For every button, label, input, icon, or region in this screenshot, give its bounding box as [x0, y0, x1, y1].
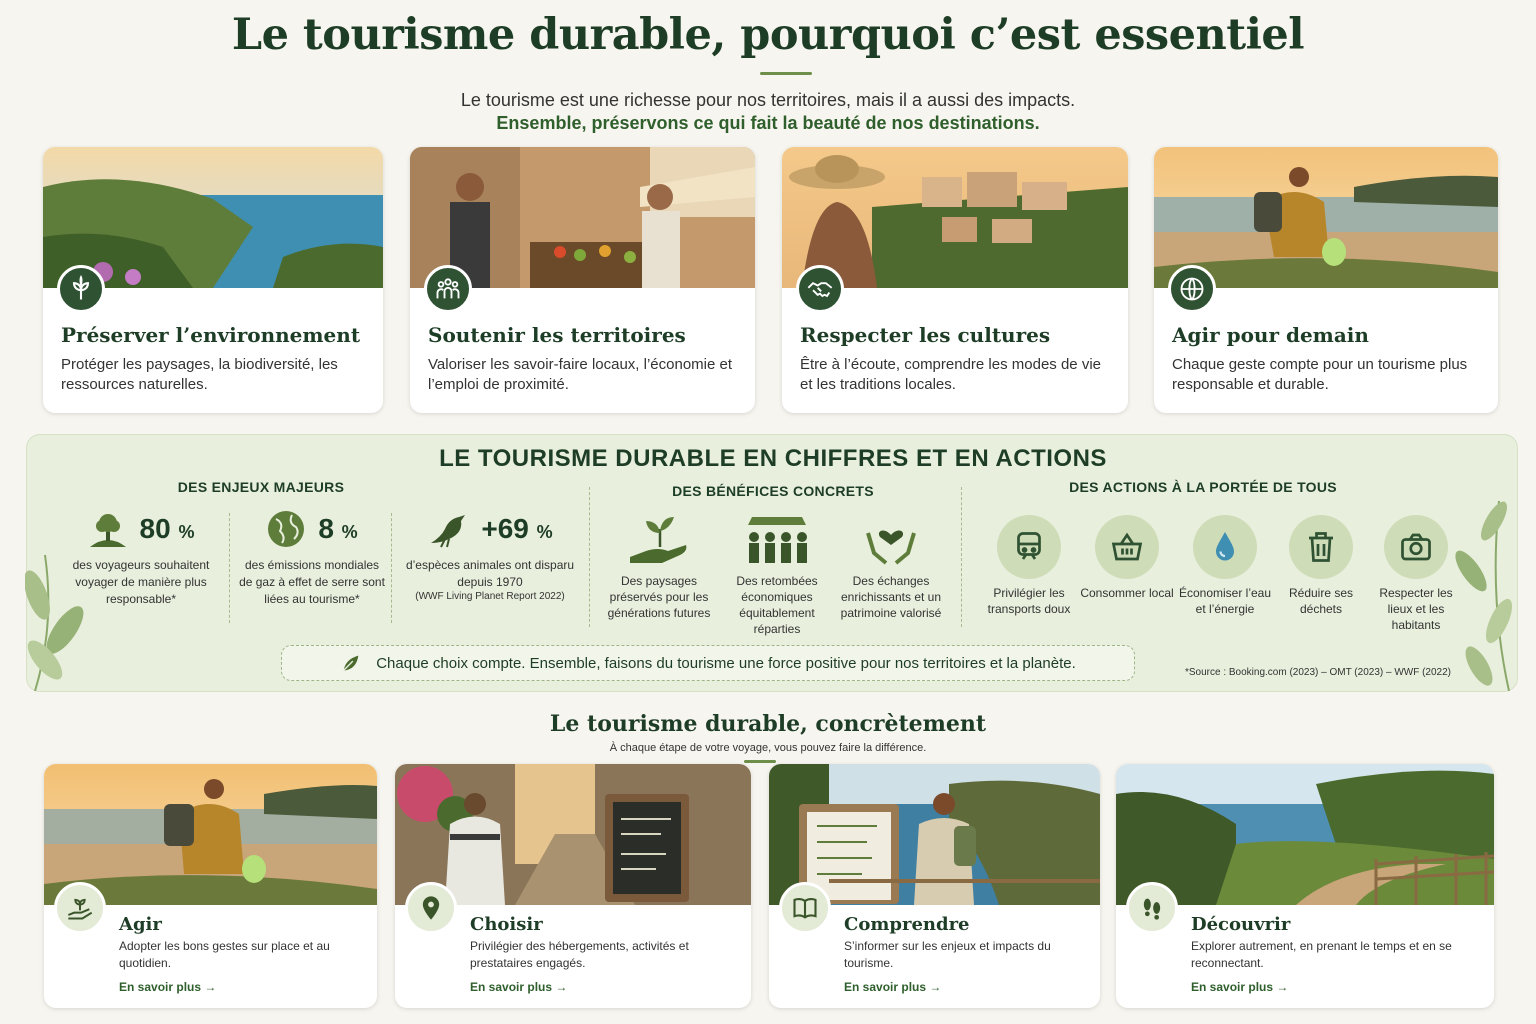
concrete-card-decouvrir[interactable] — [1116, 764, 1494, 1008]
source-note: *Source : Booking.com (2023) – OMT (2023) – WWF (2022) — [1184, 667, 1451, 678]
benefit-landscapes — [599, 513, 719, 621]
action-text: Consommer local — [1080, 586, 1174, 600]
action-text: Réduire ses déchets — [1288, 586, 1354, 616]
stat-source: (WWF Living Planet Report 2022) — [415, 591, 565, 602]
coastline-photo — [43, 147, 383, 288]
train-icon — [1011, 529, 1047, 565]
enjeux-heading: DES ENJEUX MAJEURS — [177, 479, 345, 495]
concrete-card-comprendre[interactable] — [769, 764, 1100, 1008]
card-text: Adopter les bons gestes sur place et au quotidien. — [119, 939, 330, 970]
section-underline — [744, 760, 776, 763]
stat-text: des émissions mondiales de gaz à effet de serre sont liées au tourisme* — [239, 558, 385, 606]
card-title: Choisir — [470, 914, 543, 935]
stat-unit: % — [178, 522, 195, 542]
benefices-heading: DES BÉNÉFICES CONCRETS — [672, 483, 874, 499]
coastal-path-photo — [1116, 764, 1494, 905]
section-title: Le tourisme durable, concrètement — [549, 711, 987, 737]
pillar-text: Être à l’écoute, comprendre les modes de vie et les traditions locales. — [800, 356, 1101, 393]
stat-emissions — [239, 509, 385, 608]
water-drop-icon — [1207, 529, 1243, 565]
action-transport — [979, 515, 1079, 617]
stat-value: 8 — [318, 513, 334, 544]
market-people-icon — [742, 513, 812, 567]
concrete-card-agir[interactable] — [44, 764, 377, 1008]
section-subtitle: À chaque étape de votre voyage, vous pouvez faire la différence. — [609, 742, 927, 754]
stat-value: +69 — [481, 513, 529, 544]
learn-more-link[interactable]: En savoir plus → — [844, 980, 942, 994]
stats-panel — [26, 434, 1518, 692]
card-title: Comprendre — [844, 914, 970, 935]
action-waste — [1271, 515, 1371, 617]
stat-species — [405, 509, 575, 602]
earth-icon — [266, 509, 306, 549]
action-text: Économiser l’eau et l’énergie — [1178, 586, 1272, 616]
learn-more-link[interactable]: En savoir plus → — [470, 980, 568, 994]
learn-more-link[interactable]: En savoir plus → — [1191, 980, 1289, 994]
divider — [229, 513, 230, 623]
book-icon — [779, 882, 831, 934]
divider — [391, 513, 392, 623]
benefit-text: Des paysages préservés pour les générations futures — [607, 574, 711, 620]
leaf-icon — [340, 652, 362, 674]
card-text: Privilégier des hébergements, activités et prestataires engagés. — [470, 939, 689, 970]
market-photo — [410, 147, 755, 288]
divider — [961, 487, 962, 627]
card-text: S’informer sur les enjeux et impacts du tourisme. — [844, 939, 1051, 970]
handshake-icon — [796, 265, 844, 313]
concrete-card-choisir[interactable] — [395, 764, 751, 1008]
benefit-text: Des échanges enrichissants et un patrimoine valorisé — [840, 574, 942, 620]
pillar-title: Agir pour demain — [1172, 323, 1369, 347]
camera-icon — [1398, 529, 1434, 565]
village-photo — [782, 147, 1128, 288]
pillar-card-cultures[interactable] — [782, 147, 1128, 413]
stats-title: LE TOURISME DURABLE EN CHIFFRES ET EN ACTIONS — [439, 445, 1107, 472]
stat-value: 80 — [139, 513, 171, 544]
coast-viewpoint-photo — [769, 764, 1100, 905]
stat-unit: % — [536, 522, 553, 542]
beach-cleanup-photo — [1154, 147, 1498, 288]
title-underline — [760, 72, 812, 75]
pillar-title: Soutenir les territoires — [428, 323, 686, 347]
pillar-text: Protéger les paysages, la biodiversité, les ressources naturelles. — [61, 356, 338, 393]
map-pin-icon — [405, 882, 457, 934]
action-water — [1175, 515, 1275, 617]
card-text: Explorer autrement, en prenant le temps et en se reconnectant. — [1191, 939, 1452, 970]
stat-text: d’espèces animales ont disparu depuis 1970 — [405, 558, 575, 589]
card-title: Agir — [119, 914, 162, 935]
beach-cleanup-photo — [44, 764, 377, 905]
stat-travelers — [65, 509, 217, 608]
action-text: Respecter les lieux et les habitants — [1379, 586, 1453, 632]
actions-heading: DES ACTIONS À LA PORTÉE DE TOUS — [1069, 479, 1337, 495]
tree-hill-icon — [88, 509, 128, 549]
pillar-card-tomorrow[interactable] — [1154, 147, 1498, 413]
pillar-title: Préserver l’environnement — [61, 323, 361, 347]
globe-icon — [1168, 265, 1216, 313]
benefit-text: Des retombées économiques équitablement réparties — [736, 574, 818, 636]
benefit-economy — [717, 513, 837, 637]
bird-icon — [427, 509, 469, 549]
intro-text: Le tourisme est une richesse pour nos territoires, mais il a aussi des impacts. — [460, 90, 1076, 110]
pillar-card-environment[interactable] — [43, 147, 383, 413]
pillar-card-territories[interactable] — [410, 147, 755, 413]
divider — [589, 487, 590, 627]
footprints-icon — [1126, 882, 1178, 934]
hand-plant-icon — [54, 882, 106, 934]
stat-unit: % — [341, 522, 358, 542]
pillar-text: Chaque geste compte pour un tourisme plus responsable et durable. — [1172, 356, 1468, 393]
basket-icon — [1109, 529, 1145, 565]
action-respect — [1366, 515, 1466, 633]
page-title: Le tourisme durable, pourquoi c’est essentiel — [231, 10, 1305, 60]
learn-more-link[interactable]: En savoir plus → — [119, 980, 217, 994]
motto-banner — [281, 645, 1135, 681]
hands-heart-icon — [864, 513, 918, 567]
hand-sprout-icon — [628, 513, 690, 567]
leaf-plant-icon — [57, 265, 105, 313]
trash-bin-icon — [1303, 529, 1339, 565]
card-title: Découvrir — [1191, 914, 1291, 935]
action-text: Privilégier les transports doux — [987, 586, 1071, 616]
stat-text: des voyageurs souhaitent voyager de manière plus responsable* — [72, 558, 210, 606]
motto-text: Chaque choix compte. Ensemble, faisons du tourisme une force positive pour nos territoires et la planète. — [376, 654, 1076, 672]
pillar-text: Valoriser les savoir-faire locaux, l’économie et l’emploi de proximité. — [428, 356, 733, 393]
action-local — [1077, 515, 1177, 601]
benefit-heritage — [831, 513, 951, 621]
intro-highlight: Ensemble, préservons ce qui fait la beauté de nos destinations. — [496, 113, 1040, 133]
pillar-title: Respecter les cultures — [800, 323, 1051, 347]
village-street-photo — [395, 764, 751, 905]
community-people-icon — [424, 265, 472, 313]
